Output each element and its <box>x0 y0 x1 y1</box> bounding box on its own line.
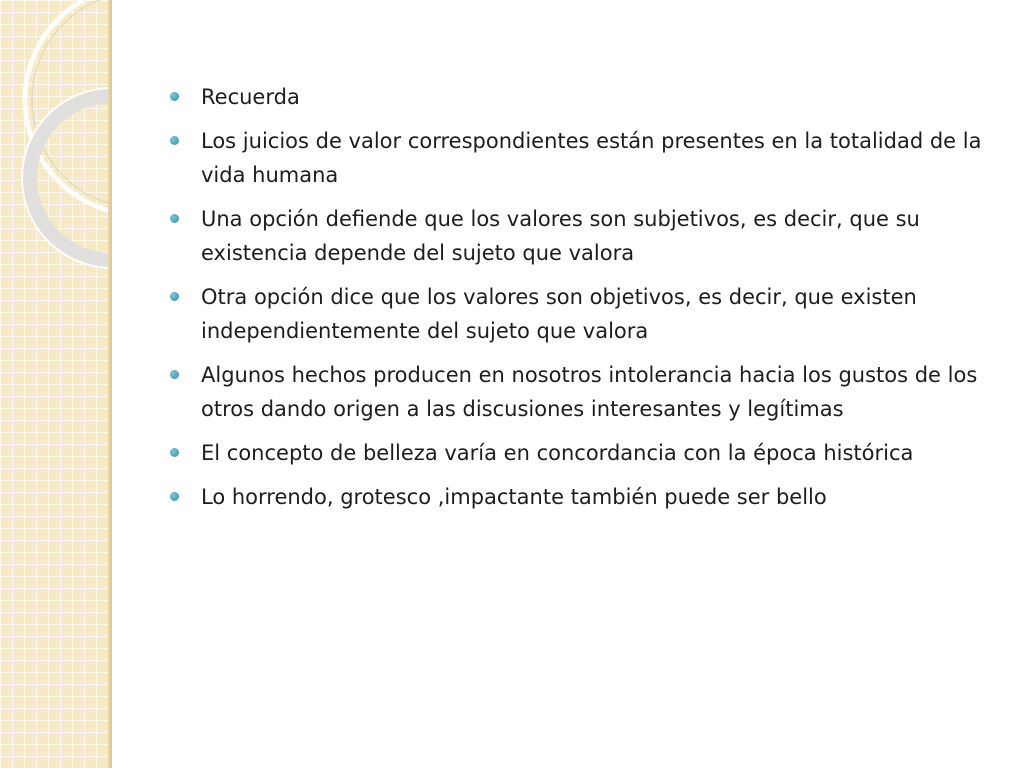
slide-content <box>166 80 996 524</box>
bullet-dot-icon <box>170 492 179 501</box>
bullet-item <box>166 436 996 470</box>
bullet-text: Los juicios de valor correspondientes están presentes en la totalidad de la vida humana <box>201 129 982 187</box>
bullet-text: Una opción defiende que los valores son subjetivos, es decir, que su existencia depende del sujeto que valora <box>201 207 920 265</box>
decorative-rings <box>0 0 112 768</box>
bullet-item <box>166 202 996 270</box>
bullet-list <box>166 80 996 514</box>
bullet-text: Algunos hechos producen en nosotros intolerancia hacia los gustos de los otros dando origen a las discusiones interesantes y legítimas <box>201 363 978 421</box>
bullet-dot-icon <box>170 292 179 301</box>
bullet-item <box>166 480 996 514</box>
bullet-item <box>166 80 996 114</box>
bullet-text: Recuerda <box>201 85 300 109</box>
bullet-dot-icon <box>170 448 179 457</box>
side-panel-edge <box>108 0 112 768</box>
bullet-item <box>166 124 996 192</box>
bullet-text: Otra opción dice que los valores son objetivos, es decir, que existen independientemente del sujeto que valora <box>201 285 917 343</box>
bullet-text: Lo horrendo, grotesco ,impactante también puede ser bello <box>201 485 827 509</box>
bullet-dot-icon <box>170 214 179 223</box>
bullet-dot-icon <box>170 92 179 101</box>
decorative-side-panel <box>0 0 112 768</box>
bullet-text: El concepto de belleza varía en concordancia con la época histórica <box>201 441 914 465</box>
bullet-dot-icon <box>170 370 179 379</box>
bullet-item <box>166 280 996 348</box>
bullet-item <box>166 358 996 426</box>
bullet-dot-icon <box>170 136 179 145</box>
